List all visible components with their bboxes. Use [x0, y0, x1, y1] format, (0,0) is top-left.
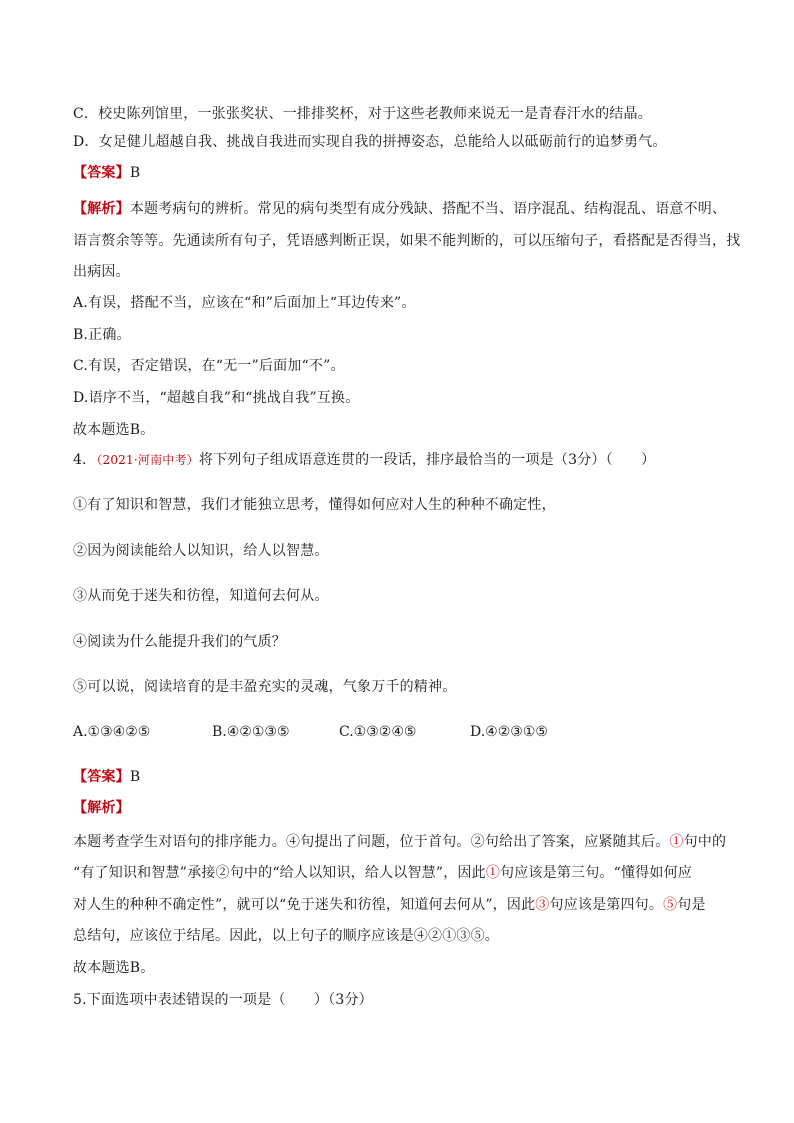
answer-label: 【答案】	[73, 769, 130, 785]
circled-number: ③	[535, 897, 550, 913]
q4-sentence-2: ②因为阅读能给人以知识，给人以智慧。	[73, 543, 329, 559]
analysis-text: 句中的	[683, 834, 727, 850]
analysis-label: 【解析】	[73, 800, 130, 816]
q4-analysis-label	[73, 798, 130, 818]
q4-answer	[73, 767, 140, 787]
q3-analysis-line1	[73, 199, 726, 219]
q4-analysis-line2	[73, 863, 692, 883]
circled-number: ⑤	[663, 897, 678, 913]
q3-option-d: D．女足健儿超越自我、挑战自我进而实现自我的拼搏姿态，总能给人以砥砺前行的追梦勇气。	[73, 134, 667, 150]
q4-sentence-1: ①有了知识和智慧，我们才能独立思考，懂得如何应对人生的种种不确定性，	[73, 497, 556, 513]
q5-stem: 5.下面选项中表述错误的一项是（ ）（3分）	[73, 992, 373, 1008]
q3-explain-a: A.有误，搭配不当，应该在“和”后面加上“耳边传来”。	[73, 295, 416, 311]
q4-analysis-line1	[73, 832, 726, 852]
q4-sentence-5: ⑤可以说，阅读培育的是丰盈充实的灵魂，气象万千的精神。	[73, 679, 457, 695]
analysis-text: 对人生的种种不确定性”，就可以“免于迷失和彷徨，知道何去何从”，因此	[73, 897, 536, 913]
q4-source: （2021·河南中考）	[96, 453, 199, 467]
q4-stem-text: 将下列句子组成语意连贯的一段话，排序最恰当的一项是（3分）（ ）	[198, 452, 656, 468]
analysis-text: 句应该是第四句。	[549, 897, 664, 913]
analysis-text: 句应该是第三句。“懂得如何应	[500, 865, 692, 881]
q4-option-a: A.①③④②⑤	[73, 724, 151, 740]
answer-label: 【答案】	[73, 165, 130, 181]
q3-explain-c: C.有误，否定错误，在“无一”后面加“不”。	[73, 358, 345, 374]
q4-conclusion: 故本题选B。	[73, 960, 155, 976]
q3-conclusion: 故本题选B。	[73, 422, 155, 438]
q4-analysis-line4: 总结句，应该位于结尾。因此，以上句子的顺序应该是④②①③⑤。	[73, 928, 499, 944]
analysis-text: 本题考病句的辨析。常见的病句类型有成分残缺、搭配不当、语序混乱、结构混乱、语意不明、	[129, 201, 727, 217]
q4-stem	[73, 450, 655, 470]
q4-option-b: B.④②①③⑤	[212, 724, 290, 740]
q4-sentence-4: ④阅读为什么能提升我们的气质？	[73, 634, 286, 650]
q3-explain-b: B.正确。	[73, 327, 131, 343]
answer-value: B	[129, 165, 141, 181]
analysis-text: 本题考查学生对语句的排序能力。④句提出了问题，位于首句。②句给出了答案，应紧随其后。	[73, 834, 670, 850]
circled-number: ①	[669, 834, 684, 850]
q3-explain-d: D.语序不当，“超越自我”和“挑战自我”互换。	[73, 390, 360, 406]
analysis-text: “有了知识和智慧”承接②句中的“给人以知识，给人以智慧”，因此	[73, 865, 486, 881]
q3-analysis-line2: 语言赘余等等。先通读所有句子，凭语感判断正误，如果不能判断的，可以压缩句子，看搭配是否得当，找	[73, 233, 741, 249]
circled-number: ①	[485, 865, 501, 881]
q4-sentence-3: ③从而免于迷失和彷徨，知道何去何从。	[73, 588, 329, 604]
analysis-text: 句是	[677, 897, 706, 913]
q3-analysis-line3: 出病因。	[73, 264, 130, 280]
q3-option-c: C．校史陈列馆里，一张张奖状、一排排奖杯，对于这些老教师来说无一是青春汗水的结晶。	[73, 106, 652, 122]
q3-answer	[73, 163, 140, 183]
q4-analysis-line3	[73, 895, 706, 915]
analysis-label: 【解析】	[73, 201, 130, 217]
q4-number: 4．	[73, 452, 97, 468]
q4-option-d: D.④②③①⑤	[470, 724, 548, 740]
answer-value: B	[129, 769, 141, 785]
q4-option-c: C.①③②④⑤	[339, 724, 417, 740]
